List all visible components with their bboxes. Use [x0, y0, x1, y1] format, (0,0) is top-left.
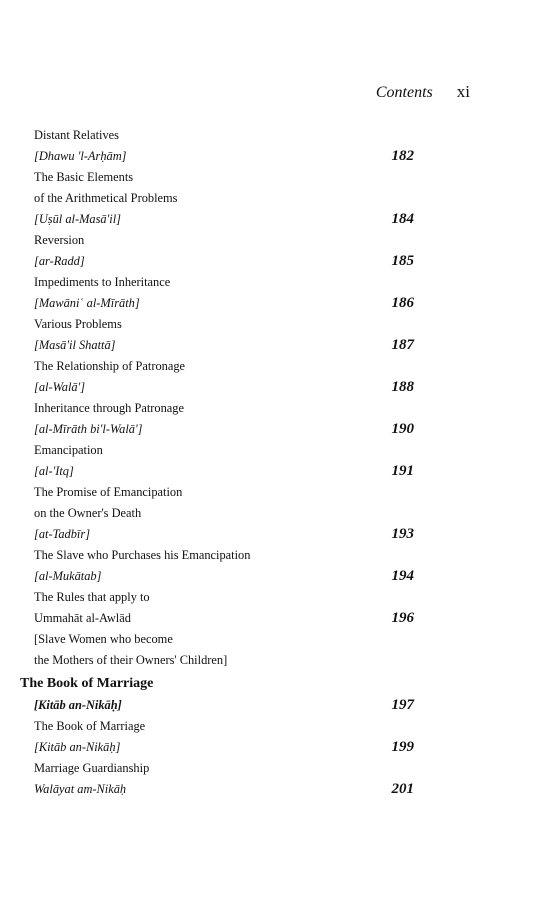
entry-title-line: on the Owner's Death	[34, 506, 142, 520]
entry-title-line: The Book of Marriage	[34, 719, 146, 733]
entry-title-line: Reversion	[34, 233, 85, 247]
entry-page-number: 182	[391, 148, 414, 164]
toc-entry	[34, 167, 434, 230]
entry-page-number: 185	[391, 253, 414, 269]
entry-arabic-line: [Kitāb an-Nikāḥ] 199	[34, 737, 434, 758]
entry-arabic-line: [Kitāb an-Nikāḥ] 197	[34, 695, 434, 716]
entry-title-line: Impediments to Inheritance	[34, 275, 171, 289]
entry-arabic-line: [Mawāniʿ al-Mīrāth] 186	[34, 293, 434, 314]
entry-arabic-line: [Masā'il Shattā] 187	[34, 335, 434, 356]
entry-page-number: 190	[391, 421, 414, 437]
toc-entry	[34, 356, 434, 398]
toc-entry	[34, 587, 434, 671]
entry-title-line: The Rules that apply to	[34, 590, 150, 604]
entry-arabic-line: [al-Walā'] 188	[34, 377, 434, 398]
entry-arabic-line: [Uṣūl al-Masā'il] 184	[34, 209, 434, 230]
toc-entry	[34, 758, 434, 800]
entry-arabic-line: [Dhawu 'l-Arḥām] 182	[34, 146, 434, 167]
entry-page-number: 191	[391, 463, 414, 479]
entry-arabic-line: Ummahāt al-Awlād 196	[34, 608, 434, 629]
entry-arabic-line: [ar-Radd] 185	[34, 251, 434, 272]
toc-entry	[34, 230, 434, 272]
toc-entry	[34, 695, 434, 716]
entry-title-line: Various Problems	[34, 317, 122, 331]
entry-page-number: 184	[391, 211, 414, 227]
entry-arabic-line: Walāyat am-Nikāḥ 201	[34, 779, 434, 800]
entry-page-number: 186	[391, 295, 414, 311]
entry-page-number: 187	[391, 337, 414, 353]
running-header	[376, 82, 470, 102]
toc-entry	[34, 482, 434, 545]
entry-page-number: 201	[391, 781, 414, 797]
entry-title-line: of the Arithmetical Problems	[34, 191, 178, 205]
entry-arabic-line: [at-Tadbīr] 193	[34, 524, 434, 545]
entry-page-number: 193	[391, 526, 414, 542]
entry-title-line: The Promise of Emancipation	[34, 485, 183, 499]
entry-title-line: The Slave who Purchases his Emancipation	[34, 548, 251, 562]
toc-entry	[34, 272, 434, 314]
entry-arabic-line: [al-Mukātab] 194	[34, 566, 434, 587]
toc-entry	[34, 125, 434, 167]
entry-title-line: The Basic Elements	[34, 170, 134, 184]
running-title: Contents	[375, 84, 433, 101]
entry-page-number: 196	[391, 610, 414, 626]
toc-entry	[34, 440, 434, 482]
page-number: xi	[456, 82, 470, 101]
entry-arabic-line: [al-Mīrāth bi'l-Walā'] 190	[34, 419, 434, 440]
entry-title-line: [Slave Women who become	[34, 632, 173, 646]
entry-title-line: The Relationship of Patronage	[34, 359, 186, 373]
table-of-contents	[20, 125, 434, 800]
entry-page-number: 194	[391, 568, 414, 584]
entry-title-line: Distant Relatives	[34, 128, 119, 142]
entry-arabic-line: [al-'Itq] 191	[34, 461, 434, 482]
entry-title-line: Inheritance through Patronage	[34, 401, 185, 415]
entry-title-line: the Mothers of their Owners' Children]	[34, 653, 228, 667]
entry-page-number: 188	[391, 379, 414, 395]
toc-entry	[34, 314, 434, 356]
entry-title-line: Emancipation	[34, 443, 103, 457]
entry-page-number: 197	[391, 697, 414, 713]
toc-entry	[34, 716, 434, 758]
entry-page-number: 199	[391, 739, 414, 755]
section-heading: The Book of Marriage	[20, 676, 154, 691]
toc-entry	[34, 398, 434, 440]
entry-title-line: Marriage Guardianship	[34, 761, 150, 775]
toc-entry	[34, 545, 434, 587]
